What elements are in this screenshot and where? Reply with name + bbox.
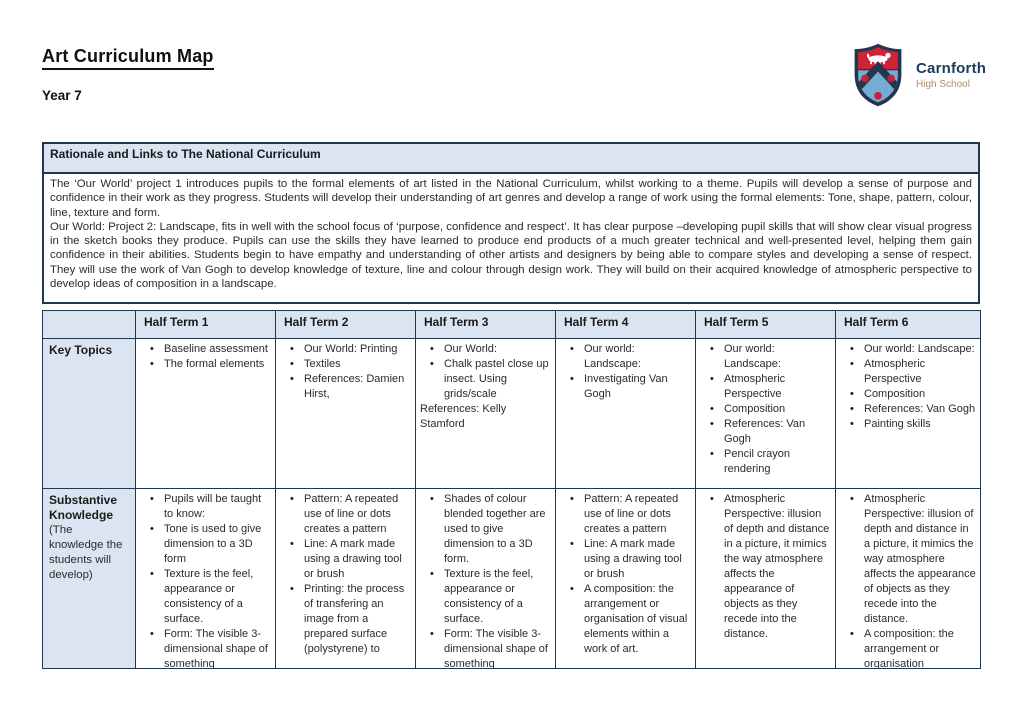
- bullet-item: • Line: A mark made using a drawing tool or brush: [289, 537, 411, 582]
- bullet-item: • Atmospheric Perspective: [849, 357, 976, 387]
- key-topics-row: [43, 339, 981, 489]
- bullet-item: • Composition: [849, 387, 976, 402]
- key-topics-cell-ht4: [556, 339, 696, 489]
- bullet-item: • References: Van Gogh: [849, 402, 976, 417]
- bullet-list: [429, 342, 551, 402]
- bullet-item: • Baseline assessment: [149, 342, 271, 357]
- column-header-half-term-4: Half Term 4: [556, 311, 696, 339]
- bullet-list: [569, 492, 691, 657]
- bullet-item: • The formal elements: [149, 357, 271, 372]
- column-header-half-term-1: Half Term 1: [136, 311, 276, 339]
- bullet-list: [849, 492, 976, 668]
- bullet-item: • Our world: Landscape:: [849, 342, 976, 357]
- column-header-half-term-2: Half Term 2: [276, 311, 416, 339]
- bullet-item: • Investigating Van Gogh: [569, 372, 691, 402]
- curriculum-table: [42, 310, 981, 669]
- bullet-item: • Textiles: [289, 357, 411, 372]
- row-label-note: (The knowledge the students will develop): [49, 524, 123, 581]
- bullet-item: • Our World: Printing: [289, 342, 411, 357]
- bullet-list: [149, 342, 271, 372]
- bullet-item: • Tone is used to give dimension to a 3D form: [149, 522, 271, 567]
- bullet-item: • Pattern: A repeated use of line or dots creates a pattern: [289, 492, 411, 537]
- school-logo: [852, 42, 986, 108]
- page-title: Art Curriculum Map: [42, 46, 214, 70]
- bullet-item: • Pupils will be taught to know:: [149, 492, 271, 522]
- bullet-item: • References: Van Gogh: [709, 417, 831, 447]
- bullet-list: [289, 492, 411, 657]
- rationale-body-row: [43, 173, 979, 303]
- bullet-item: • Form: The visible 3-dimensional shape of something: [429, 627, 551, 668]
- year-subtitle: Year 7: [42, 88, 82, 103]
- bullet-item: • Chalk pastel close up insect. Using grids/scale: [429, 357, 551, 402]
- rationale-header: Rationale and Links to The National Curriculum: [43, 143, 979, 173]
- substantive-cell-ht3: [416, 489, 556, 669]
- key-topics-cell-ht3: [416, 339, 556, 489]
- substantive-cell-ht1: [136, 489, 276, 669]
- rationale-paragraph: The ‘Our World’ project 1 introduces pupils to the formal elements of art listed in the National Curriculum, whilst working to a theme. Pupils will develop a sense of purpose and confidence in their work as they progress. Students will develop their understanding of art genres and develop a range of work using the formal elements: Tone, shape, pattern, colour, line, texture and form.: [50, 178, 972, 219]
- bullet-item: • Our world: Landscape:: [709, 342, 831, 372]
- bullet-item: • Texture is the feel, appearance or consistency of a surface.: [429, 567, 551, 627]
- substantive-knowledge-row: [43, 489, 981, 669]
- bullet-list: [709, 492, 831, 642]
- school-logo-text: [916, 60, 986, 90]
- bullet-item: • Form: The visible 3-dimensional shape of something: [149, 627, 271, 668]
- bullet-item: • A composition: the arrangement or organisation of visual elements within a work of art.: [569, 582, 691, 657]
- substantive-cell-ht5: [696, 489, 836, 669]
- cell-extra-text: References: Kelly Stamford: [420, 403, 507, 430]
- bullet-item: • Printing: the process of transfering an image from a prepared surface (polystyrene) to: [289, 582, 411, 657]
- rationale-header-row: [43, 143, 979, 173]
- bullet-list: [149, 492, 271, 668]
- key-topics-cell-ht5: [696, 339, 836, 489]
- rationale-paragraph: Our World: Project 2: Landscape, fits in well with the school focus of ‘purpose, confidence and respect’. It has clear purpose –developing pupil skills that will show clear visual progress in the sketch books they produce. Pupils can use the skills they have learned to produce end products of a much greater technical and well-presented level, helping them gain confidence in their abilities. Students begin to have empathy and understanding of other artists and designers by being able to compare styles and developing a sense of respect. They will use the work of Van Gogh to develop knowledge of texture, line and colour through design work. They will build on their acquired knowledge of atmospheric perspective to develop ideas of composition in a landscape.: [50, 220, 972, 291]
- column-header-half-term-6: Half Term 6: [836, 311, 981, 339]
- key-topics-cell-ht2: [276, 339, 416, 489]
- bullet-list: [709, 342, 831, 477]
- key-topics-cell-ht6: [836, 339, 981, 489]
- rationale-body-cell: [43, 173, 979, 303]
- bullet-list: [289, 342, 411, 402]
- bullet-list: [429, 492, 551, 668]
- bullet-item: • Atmospheric Perspective: [709, 372, 831, 402]
- curriculum-header-row: [43, 311, 981, 339]
- row-label-text: Key Topics: [49, 343, 113, 357]
- row-label-text: Substantive Knowledge: [49, 493, 118, 522]
- substantive-cell-ht4: [556, 489, 696, 669]
- column-header-half-term-5: Half Term 5: [696, 311, 836, 339]
- bullet-item: • Shades of colour blended together are used to give dimension to a 3D form.: [429, 492, 551, 567]
- bullet-item: • Pattern: A repeated use of line or dots creates a pattern: [569, 492, 691, 537]
- bullet-item: • Atmospheric Perspective: illusion of depth and distance in a picture, it mimics the way atmosphere affects the appearance of objects as they recede into the distance.: [709, 492, 831, 642]
- bullet-list: [849, 342, 976, 432]
- bullet-item: • References: Damien Hirst,: [289, 372, 411, 402]
- substantive-cell-ht2: [276, 489, 416, 669]
- key-topics-cell-ht1: [136, 339, 276, 489]
- bullet-item: • Painting skills: [849, 417, 976, 432]
- bullet-item: • Line: A mark made using a drawing tool or brush: [569, 537, 691, 582]
- bullet-item: • Texture is the feel, appearance or consistency of a surface.: [149, 567, 271, 627]
- school-name: Carnforth: [916, 60, 987, 77]
- row-label-key-topics: [43, 339, 136, 489]
- bullet-item: • Atmospheric Perspective: illusion of depth and distance in a picture, it mimics the way atmosphere affects the appearance of objects as they recede into the distance.: [849, 492, 976, 627]
- rationale-table: [42, 142, 980, 304]
- bullet-item: • A composition: the arrangement or organisation: [849, 627, 976, 668]
- bullet-item: • Composition: [709, 402, 831, 417]
- column-header-blank: [43, 311, 136, 339]
- column-header-half-term-3: Half Term 3: [416, 311, 556, 339]
- bullet-list: [569, 342, 691, 402]
- row-label-substantive-knowledge: [43, 489, 136, 669]
- school-type: High School: [916, 79, 970, 90]
- school-crest-icon: [852, 42, 904, 108]
- bullet-item: • Pencil crayon rendering: [709, 447, 831, 477]
- bullet-item: • Our World:: [429, 342, 551, 357]
- substantive-cell-ht6: [836, 489, 981, 669]
- bullet-item: • Our world: Landscape:: [569, 342, 691, 372]
